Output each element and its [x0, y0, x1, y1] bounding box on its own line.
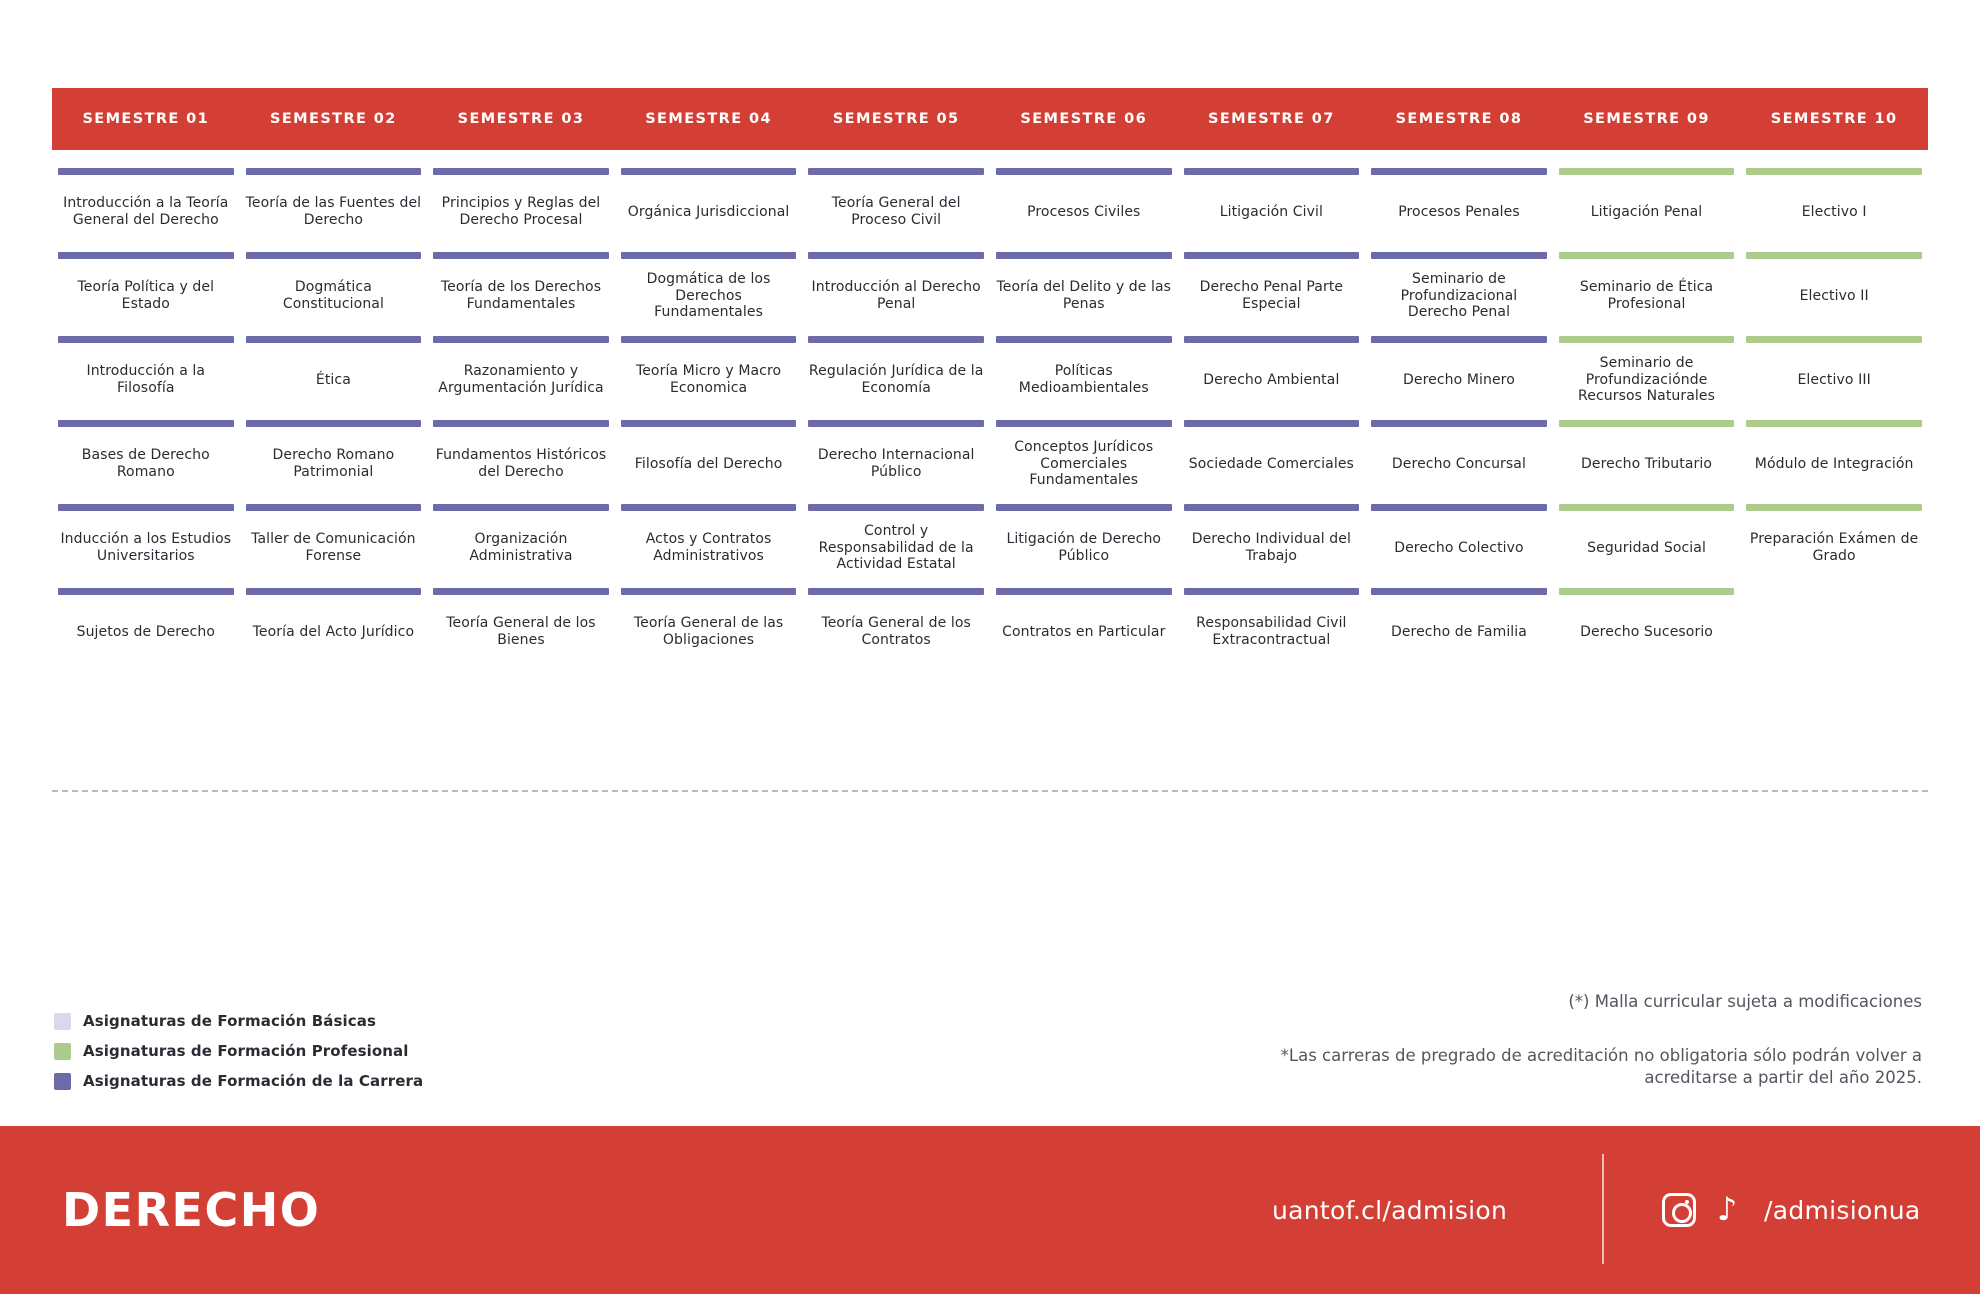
course-type-bar	[1559, 588, 1735, 595]
course-type-bar	[1371, 336, 1547, 343]
course-name: Orgánica Jurisdiccional	[627, 203, 790, 220]
course-name: Derecho de Familia	[1390, 623, 1527, 640]
course-type-bar	[1746, 504, 1922, 511]
course-cell[interactable]	[427, 336, 615, 420]
course-type-bar	[621, 588, 797, 595]
semester-header-7: SEMESTRE 07	[1208, 111, 1335, 127]
course-cell[interactable]	[1740, 252, 1928, 336]
course-type-bar	[433, 420, 609, 427]
semester-column-1	[52, 168, 240, 672]
course-type-bar	[58, 420, 234, 427]
course-cell[interactable]	[1178, 168, 1366, 252]
legend-swatch-carrera	[54, 1073, 71, 1090]
legend-item-profesional	[54, 1042, 423, 1060]
course-cell[interactable]	[240, 252, 428, 336]
course-cell[interactable]	[1365, 588, 1553, 672]
course-type-bar	[58, 588, 234, 595]
course-type-bar	[621, 336, 797, 343]
course-type-bar	[1559, 252, 1735, 259]
course-name: Derecho Romano Patrimonial	[272, 447, 395, 480]
course-type-bar	[1184, 336, 1360, 343]
course-name: Teoría Micro y Macro Economica	[635, 363, 782, 396]
course-type-bar	[1184, 504, 1360, 511]
course-name: Responsabilidad Civil Extracontractual	[1196, 615, 1347, 648]
course-name: Teoría General de las Obligaciones	[633, 615, 784, 648]
course-cell[interactable]	[240, 168, 428, 252]
course-type-bar	[58, 504, 234, 511]
course-cell[interactable]	[1740, 420, 1928, 504]
course-name: Litigación de Derecho Público	[1006, 531, 1162, 564]
legend-swatch-basica	[54, 1013, 71, 1030]
course-cell[interactable]	[1365, 168, 1553, 252]
course-cell[interactable]	[1178, 588, 1366, 672]
course-cell[interactable]	[615, 252, 803, 336]
course-cell[interactable]	[1178, 420, 1366, 504]
course-name: Teoría del Delito y de las Penas	[996, 279, 1172, 312]
social-links[interactable]	[1662, 1190, 1921, 1228]
admission-url[interactable]: uantof.cl/admision	[1272, 1195, 1508, 1225]
semester-column-5	[802, 168, 990, 672]
course-type-bar	[433, 252, 609, 259]
semester-column-9	[1553, 168, 1741, 672]
semester-column-7	[1178, 168, 1366, 672]
course-type-bar	[433, 504, 609, 511]
course-type-bar	[808, 336, 984, 343]
course-type-bar	[996, 504, 1172, 511]
semester-header-6: SEMESTRE 06	[1020, 111, 1148, 127]
course-cell[interactable]	[1553, 420, 1741, 504]
course-name: Derecho Ambiental	[1203, 371, 1340, 388]
course-name: Módulo de Integración	[1754, 455, 1914, 472]
course-cell[interactable]	[802, 252, 990, 336]
course-type-bar	[1371, 168, 1547, 175]
course-cell[interactable]	[1365, 252, 1553, 336]
course-cell[interactable]	[52, 588, 240, 672]
course-grid	[52, 168, 1928, 672]
course-cell[interactable]	[1178, 336, 1366, 420]
semester-column-2	[240, 168, 428, 672]
course-type-bar	[1559, 336, 1735, 343]
course-name: Regulación Jurídica de la Economía	[808, 363, 984, 396]
course-type-bar	[996, 252, 1172, 259]
course-cell[interactable]	[802, 504, 990, 588]
course-cell[interactable]	[802, 420, 990, 504]
course-cell[interactable]	[240, 504, 428, 588]
course-cell[interactable]	[240, 420, 428, 504]
course-type-bar	[1746, 336, 1922, 343]
semester-column-4	[615, 168, 803, 672]
course-type-bar	[1559, 420, 1735, 427]
course-type-bar	[808, 252, 984, 259]
course-name: Teoría General del Proceso Civil	[831, 195, 961, 228]
course-type-bar	[621, 168, 797, 175]
semester-header-2: SEMESTRE 02	[270, 111, 397, 127]
semester-header-10: SEMESTRE 10	[1770, 111, 1898, 127]
course-type-bar	[58, 336, 234, 343]
course-name: Derecho Colectivo	[1394, 539, 1524, 556]
course-type-bar	[58, 252, 234, 259]
course-name: Seminario de Profundizacional Derecho Penal	[1400, 271, 1518, 321]
course-cell[interactable]	[52, 336, 240, 420]
course-type-bar	[246, 336, 422, 343]
course-name: Derecho Sucesorio	[1580, 623, 1713, 640]
course-name: Dogmática Constitucional	[282, 279, 384, 312]
course-type-bar	[433, 168, 609, 175]
course-cell[interactable]	[1365, 420, 1553, 504]
course-cell[interactable]	[990, 504, 1178, 588]
course-name: Electivo III	[1797, 371, 1871, 388]
course-cell[interactable]	[240, 588, 428, 672]
footer-bar	[0, 1126, 1980, 1294]
course-name: Teoría del Acto Jurídico	[252, 623, 415, 640]
course-name: Litigación Penal	[1590, 203, 1703, 220]
course-type-bar	[1746, 588, 1922, 595]
semester-header-band	[52, 88, 1928, 150]
course-name: Taller de Comunicación Forense	[251, 531, 416, 564]
course-type-bar	[1746, 252, 1922, 259]
legend-swatch-profesional	[54, 1043, 71, 1060]
course-name: Razonamiento y Argumentación Jurídica	[438, 363, 604, 396]
course-cell[interactable]	[52, 420, 240, 504]
course-cell[interactable]	[427, 504, 615, 588]
course-name: Organización Administrativa	[469, 531, 573, 564]
course-cell[interactable]	[52, 168, 240, 252]
social-handle: /admisionua	[1764, 1195, 1921, 1225]
course-name: Electivo II	[1799, 287, 1869, 304]
course-type-bar	[1746, 420, 1922, 427]
course-name: Teoría Política y del Estado	[77, 279, 215, 312]
course-cell[interactable]	[1365, 336, 1553, 420]
course-type-bar	[1184, 588, 1360, 595]
course-type-bar	[808, 168, 984, 175]
course-name: Seguridad Social	[1587, 539, 1706, 556]
course-type-bar	[246, 168, 422, 175]
course-name: Control y Responsabilidad de la Actividad Estatal	[818, 523, 974, 573]
course-cell[interactable]	[52, 504, 240, 588]
course-cell[interactable]	[1740, 504, 1928, 588]
course-cell[interactable]	[802, 588, 990, 672]
semester-header-1: SEMESTRE 01	[82, 111, 210, 127]
course-name: Introducción al Derecho Penal	[811, 279, 981, 312]
course-name: Introducción a la Filosofía	[86, 363, 206, 396]
course-cell[interactable]	[990, 420, 1178, 504]
course-type-bar	[1184, 168, 1360, 175]
legend-label: Asignaturas de Formación Básicas	[83, 1012, 376, 1030]
course-type-bar	[1371, 504, 1547, 511]
course-cell[interactable]	[240, 336, 428, 420]
course-name: Sujetos de Derecho	[76, 623, 215, 640]
course-cell[interactable]	[615, 588, 803, 672]
course-type-bar	[1184, 252, 1360, 259]
legend-item-basica	[54, 1012, 423, 1030]
course-type-bar	[808, 588, 984, 595]
legend	[54, 1012, 423, 1102]
semester-header-9: SEMESTRE 09	[1583, 111, 1710, 127]
tiktok-icon[interactable]: ♪	[1716, 1190, 1738, 1228]
course-name: Seminario de Profundizaciónde Recursos Naturales	[1578, 355, 1716, 405]
course-type-bar	[1371, 420, 1547, 427]
instagram-icon[interactable]	[1662, 1193, 1696, 1227]
course-name: Derecho Minero	[1402, 371, 1515, 388]
course-type-bar	[1559, 504, 1735, 511]
course-name: Seminario de Ética Profesional	[1579, 279, 1714, 312]
course-name: Conceptos Jurídicos Comerciales Fundamentales	[1014, 439, 1154, 489]
note-modifications: (*) Malla curricular sujeta a modificaciones	[1568, 992, 1922, 1011]
course-cell[interactable]	[427, 588, 615, 672]
footer-divider	[1602, 1154, 1604, 1264]
course-cell[interactable]	[615, 336, 803, 420]
course-cell[interactable]	[615, 168, 803, 252]
course-cell[interactable]	[1553, 504, 1741, 588]
note-accreditation: *Las carreras de pregrado de acreditación no obligatoria sólo podrán volver a acreditarse a partir del año 2025.	[1280, 1046, 1922, 1088]
section-divider	[52, 790, 1928, 792]
notes-block	[1242, 992, 1922, 1090]
course-type-bar	[1746, 168, 1922, 175]
course-name: Filosofía del Derecho	[634, 455, 783, 472]
course-type-bar	[246, 504, 422, 511]
course-name: Teoría General de los Contratos	[821, 615, 971, 648]
semester-header-5: SEMESTRE 05	[832, 111, 960, 127]
course-cell[interactable]	[615, 420, 803, 504]
course-cell[interactable]	[427, 252, 615, 336]
semester-column-3	[427, 168, 615, 672]
course-name: Sociedade Comerciales	[1188, 455, 1354, 472]
program-title: DERECHO	[62, 1183, 321, 1237]
course-type-bar	[1559, 168, 1735, 175]
course-type-bar	[58, 168, 234, 175]
course-cell[interactable]	[990, 588, 1178, 672]
course-name: Procesos Penales	[1398, 203, 1520, 220]
semester-header-3: SEMESTRE 03	[457, 111, 585, 127]
course-name: Derecho Penal Parte Especial	[1199, 279, 1344, 312]
course-cell[interactable]	[802, 336, 990, 420]
course-cell[interactable]	[990, 252, 1178, 336]
course-name: Dogmática de los Derechos Fundamentales	[646, 271, 771, 321]
course-cell[interactable]	[427, 420, 615, 504]
course-name: Derecho Internacional Público	[817, 447, 975, 480]
course-cell[interactable]	[52, 252, 240, 336]
course-name: Preparación Exámen de Grado	[1749, 531, 1919, 564]
semester-header-8: SEMESTRE 08	[1395, 111, 1523, 127]
course-type-bar	[433, 336, 609, 343]
course-cell[interactable]	[1740, 588, 1928, 672]
course-name: Fundamentos Históricos del Derecho	[435, 447, 607, 480]
course-cell[interactable]	[802, 168, 990, 252]
course-cell[interactable]	[1365, 504, 1553, 588]
course-type-bar	[1184, 420, 1360, 427]
course-name: Inducción a los Estudios Universitarios	[60, 531, 232, 564]
course-name: Teoría de los Derechos Fundamentales	[440, 279, 602, 312]
semester-column-10	[1740, 168, 1928, 672]
course-type-bar	[996, 336, 1172, 343]
course-type-bar	[433, 588, 609, 595]
course-name: Ética	[315, 371, 351, 388]
course-cell[interactable]	[1553, 252, 1741, 336]
semester-header-4: SEMESTRE 04	[645, 111, 772, 127]
course-type-bar	[1371, 588, 1547, 595]
course-name: Contratos en Particular	[1002, 623, 1166, 640]
course-type-bar	[808, 420, 984, 427]
course-cell[interactable]	[1553, 588, 1741, 672]
course-type-bar	[996, 588, 1172, 595]
course-type-bar	[246, 420, 422, 427]
course-cell[interactable]	[1740, 168, 1928, 252]
course-name: Principios y Reglas del Derecho Procesal	[441, 195, 601, 228]
course-cell[interactable]	[990, 336, 1178, 420]
legend-item-carrera	[54, 1072, 423, 1090]
course-name: Introducción a la Teoría General del Derecho	[63, 195, 229, 228]
course-type-bar	[246, 252, 422, 259]
course-type-bar	[996, 420, 1172, 427]
legend-label: Asignaturas de Formación de la Carrera	[83, 1072, 424, 1090]
course-name: Actos y Contratos Administrativos	[645, 531, 772, 564]
course-type-bar	[1371, 252, 1547, 259]
course-cell[interactable]	[1740, 336, 1928, 420]
course-name: Teoría General de los Bienes	[446, 615, 596, 648]
course-name: Procesos Civiles	[1027, 203, 1141, 220]
course-cell[interactable]	[990, 168, 1178, 252]
legend-label: Asignaturas de Formación Profesional	[83, 1042, 409, 1060]
course-name: Derecho Individual del Trabajo	[1191, 531, 1351, 564]
course-type-bar	[996, 168, 1172, 175]
course-name: Bases de Derecho Romano	[81, 447, 210, 480]
course-cell[interactable]	[1178, 504, 1366, 588]
course-cell[interactable]	[1553, 336, 1741, 420]
course-name: Litigación Civil	[1219, 203, 1324, 220]
semester-column-8	[1365, 168, 1553, 672]
course-type-bar	[621, 252, 797, 259]
course-name: Políticas Medioambientales	[1018, 363, 1149, 396]
course-type-bar	[808, 504, 984, 511]
course-type-bar	[246, 588, 422, 595]
course-cell[interactable]	[1553, 168, 1741, 252]
course-cell[interactable]	[1178, 252, 1366, 336]
semester-column-6	[990, 168, 1178, 672]
course-name: Derecho Concursal	[1391, 455, 1526, 472]
course-cell[interactable]	[427, 168, 615, 252]
course-name: Derecho Tributario	[1581, 455, 1713, 472]
course-name: Electivo I	[1801, 203, 1867, 220]
course-name: Teoría de las Fuentes del Derecho	[245, 195, 422, 228]
course-cell[interactable]	[615, 504, 803, 588]
course-type-bar	[621, 504, 797, 511]
course-type-bar	[621, 420, 797, 427]
